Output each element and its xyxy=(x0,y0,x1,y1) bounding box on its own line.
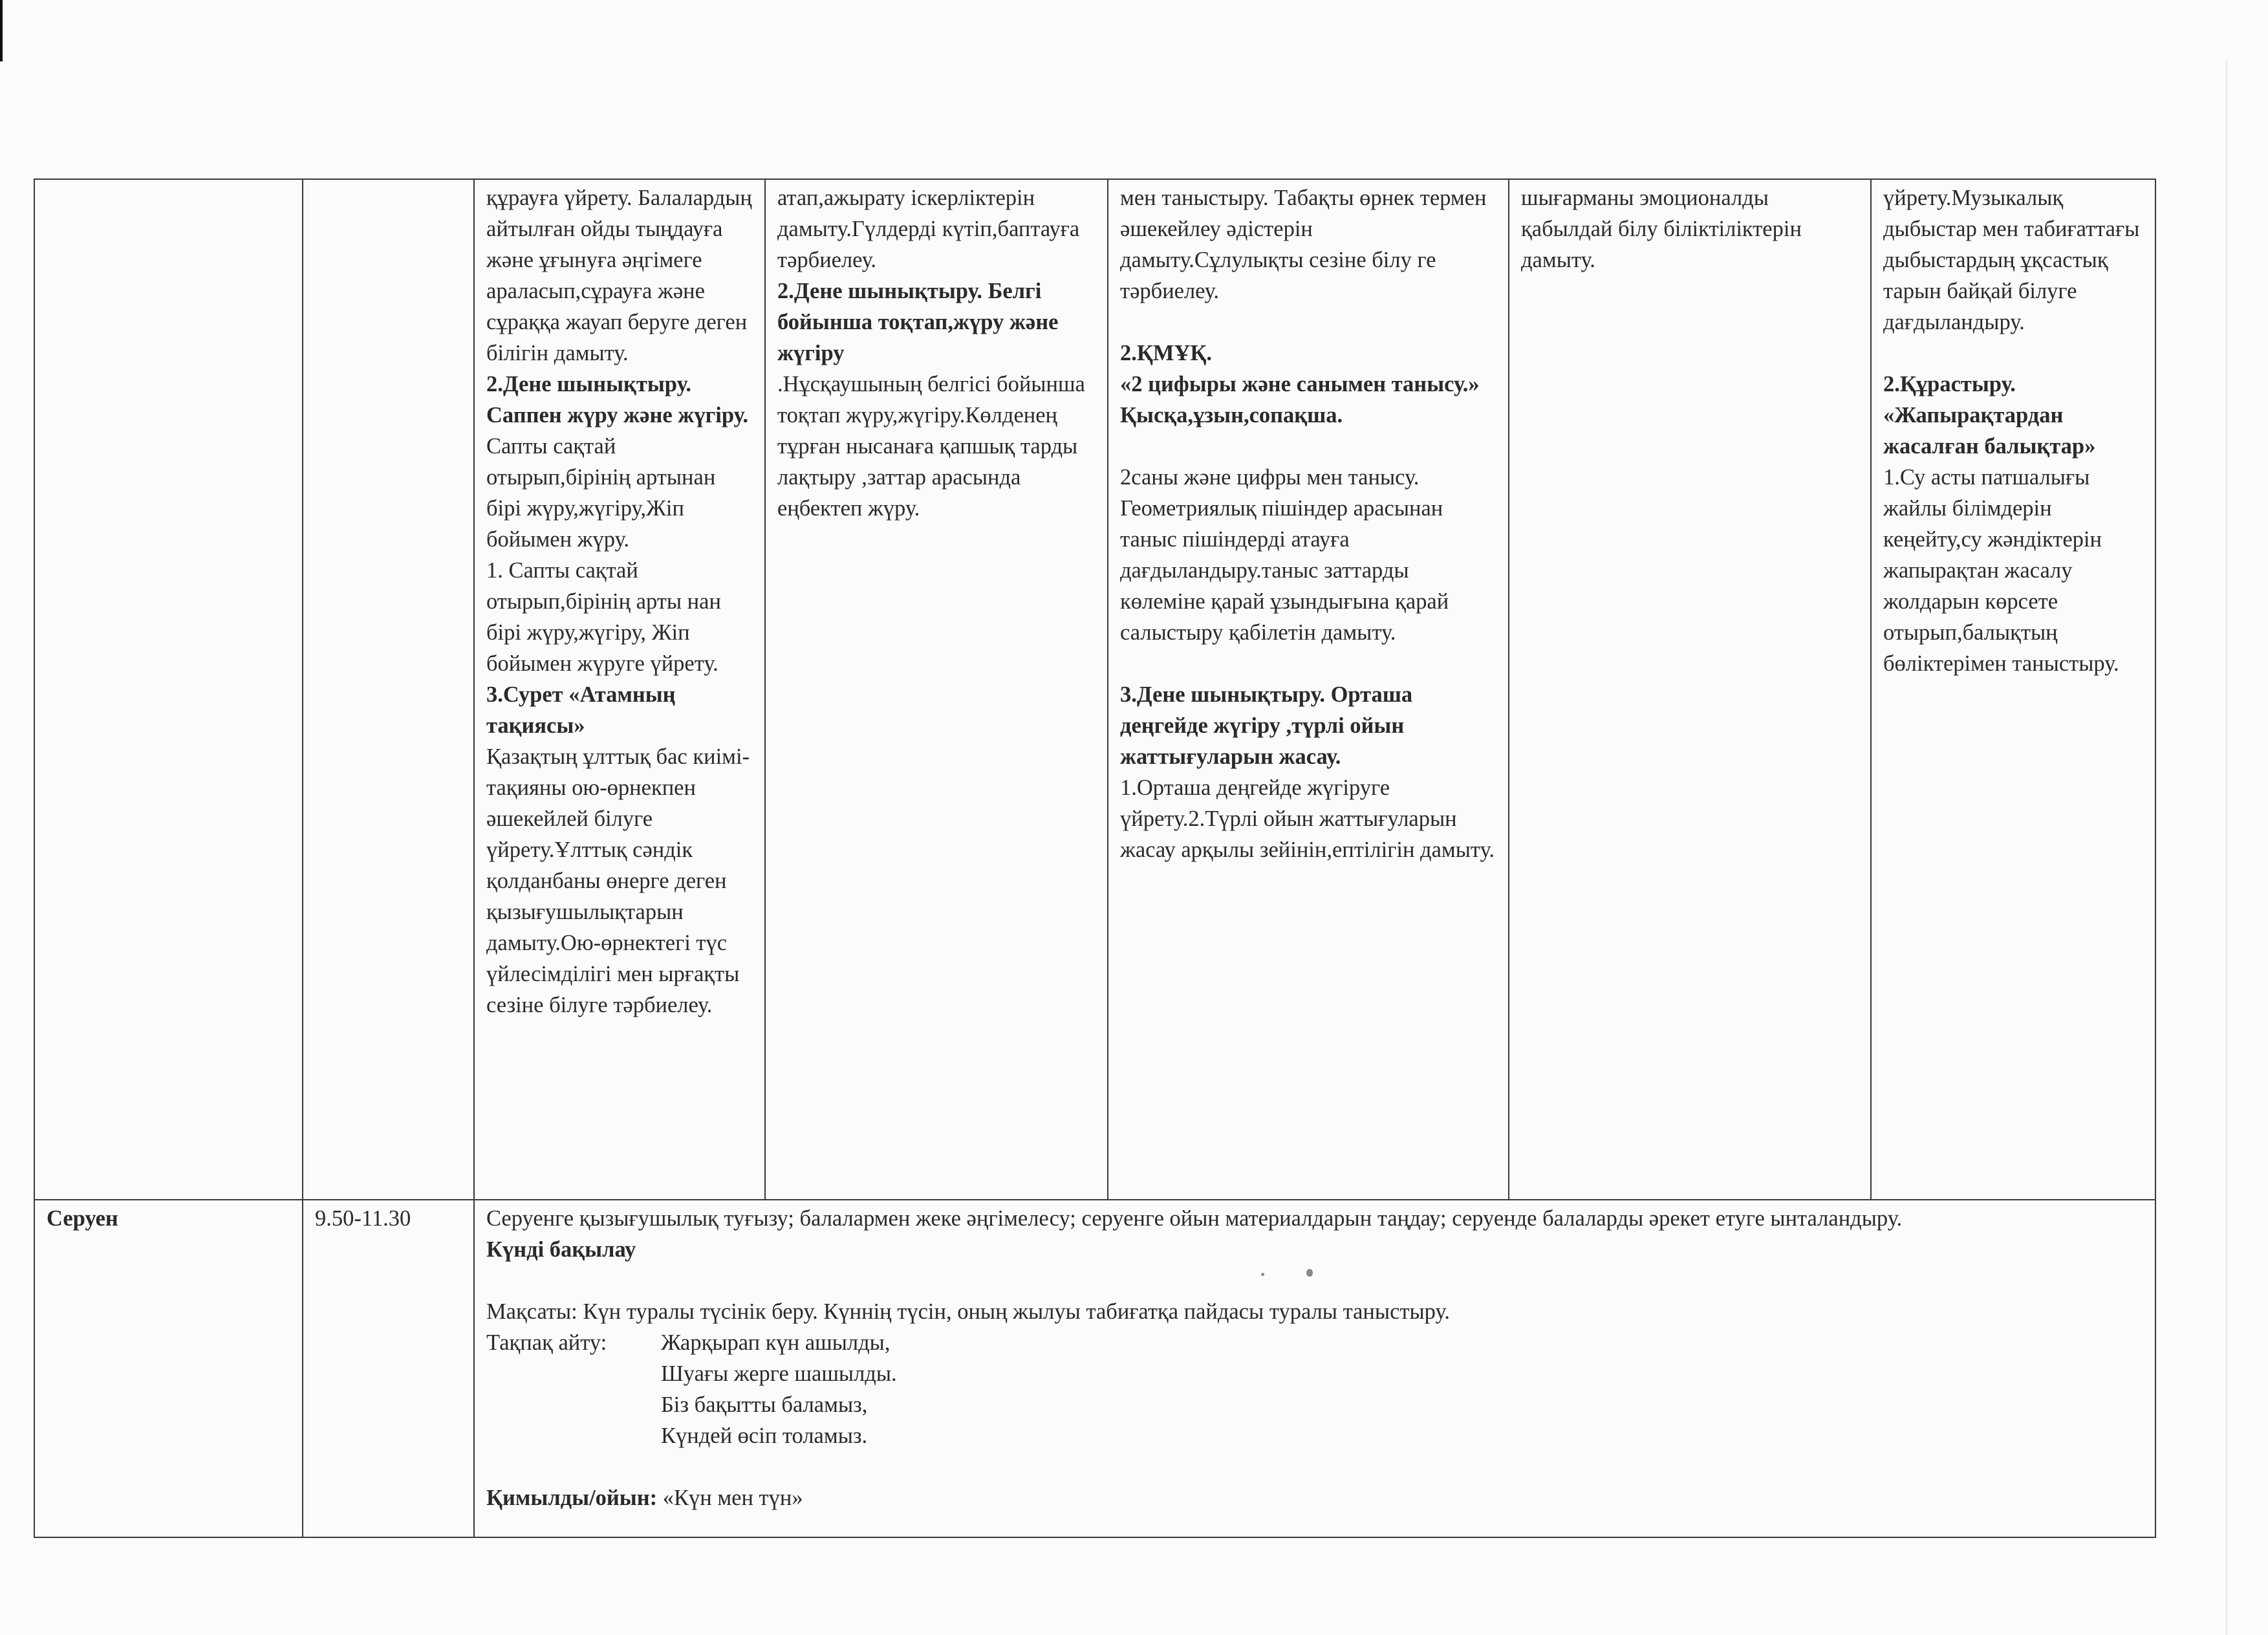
walk-observe-title: Күнді бақылау xyxy=(486,1237,636,1262)
chant-label: Тақпақ айту: xyxy=(486,1330,607,1355)
walk-row-title: Серуен xyxy=(47,1206,118,1231)
game-line xyxy=(486,1482,2146,1513)
lesson-text: 1.Су асты патшалығы жайлы білімдерін кеңейту,су жәндіктерін жапырақтан жасалу жолдарын көрсете отырып,балықтың бөліктерімен таныстыру. xyxy=(1883,465,2119,676)
lessons-row xyxy=(34,179,2155,1200)
lesson-cell-day3 xyxy=(1108,179,1509,1200)
lesson-heading: 2.Дене шынықтыру. Саппен жүру және жүгіру. xyxy=(486,372,748,428)
lesson-heading: Қысқа,ұзын,сопақша. xyxy=(1120,403,1343,428)
time-cell-empty xyxy=(303,179,474,1200)
lesson-cell-day4 xyxy=(1509,179,1871,1200)
lesson-text: атап,ажырату іскерліктерін дамыту.Гүлдерді күтіп,баптауға тәрбиелеу. xyxy=(777,186,1080,272)
walk-time-cell xyxy=(303,1200,474,1537)
scan-edge-mark xyxy=(0,0,3,61)
lesson-heading: 3.Сурет «Атамның тақиясы» xyxy=(486,682,676,738)
walk-row xyxy=(34,1200,2155,1537)
lesson-heading: 2.Дене шынықтыру. Белгі бойынша тоқтап,жүру және жүгіру xyxy=(777,279,1059,365)
game-label: Қимылды/ойын: xyxy=(486,1486,658,1510)
lesson-text: құрауға үйрету. Балалардың айтылған ойды тыңдауға және ұғынуға әңгімеге араласып,сұрауға және сұраққа жауап беруге деген білігін дамыту. xyxy=(486,186,752,365)
chant-line: Жарқырап күн ашылды, xyxy=(661,1330,891,1355)
walk-content-cell xyxy=(474,1200,2155,1537)
walk-intro: Серуенге қызығушылық туғызу; балалармен жеке әңгімелесу; серуенге ойын материалдарын таңдау; серуенде балаларды әрекет етуге ынталандыру. xyxy=(486,1206,1903,1231)
lesson-cell-day5 xyxy=(1871,179,2155,1200)
lesson-plan-table xyxy=(34,179,2156,1538)
lesson-cell-day2 xyxy=(765,179,1108,1200)
chant-block xyxy=(486,1420,2146,1451)
lesson-text: 1. Сапты сақтай отырып,бірінің арты нан бірі жүру,жүгіру, Жіп бойымен жүруге үйрету. xyxy=(486,558,721,676)
row-name-cell-empty xyxy=(34,179,303,1200)
chant-block xyxy=(486,1358,2146,1389)
lesson-heading: 2.Құрастыру. «Жапырақтардан жасалған балықтар» xyxy=(1883,372,2096,459)
lesson-text: мен таныстыру. Табақты өрнек термен әшекейлеу әдістерін дамыту.Сұлулықты сезіне білу ге тәрбиелеу. xyxy=(1120,186,1487,303)
walk-goal: Мақсаты: Күн туралы түсінік беру. Күннің түсін, оның жылуы табиғатқа пайдасы туралы таныстыру. xyxy=(486,1299,1450,1324)
lesson-cell-day1 xyxy=(474,179,765,1200)
lesson-text: шығарманы эмоционалды қабылдай білу біліктіліктерін дамыту. xyxy=(1521,186,1802,272)
lesson-heading: 3.Дене шынықтыру. Орташа деңгейде жүгіру ,түрлі ойын жаттығуларын жасау. xyxy=(1120,682,1413,769)
lesson-text: .Нұсқаушының белгісі бойынша тоқтап жүру,жүгіру.Көлденең тұрған нысанаға қапшық тарды лақтыру ,заттар арасында еңбектеп жүру. xyxy=(777,372,1085,521)
walk-time: 9.50-11.30 xyxy=(315,1206,411,1231)
chant-line: Күндей өсіп толамыз. xyxy=(661,1424,868,1448)
lesson-text: 1.Орташа деңгейде жүгіруге үйрету.2.Түрлі ойын жаттығуларын жасау арқылы зейінін,ептілігін дамыту. xyxy=(1120,775,1495,862)
chant-line: Біз бақытты баламыз, xyxy=(661,1392,868,1417)
chant-line: Шуағы жерге шашылды. xyxy=(661,1361,897,1386)
game-name: «Күн мен түн» xyxy=(662,1486,803,1510)
lesson-heading: 2.ҚМҰҚ. xyxy=(1120,341,1213,365)
walk-name-cell xyxy=(34,1200,303,1537)
lesson-text: Сапты сақтай отырып,бірінің артынан бірі жүру,жүгіру,Жіп бойымен жүру. xyxy=(486,434,716,552)
chant-block xyxy=(486,1389,2146,1420)
lesson-text: үйрету.Музыкалық дыбыстар мен табиғаттағы дыбыстардың ұқсастық тарын байқай білуге дағдыландыру. xyxy=(1883,186,2140,334)
lesson-text: Қазақтың ұлттық бас киімі-тақияны ою-өрнекпен әшекейлей білуге үйрету.Ұлттық сәндік қолданбаны өнерге деген қызығушылықтарын дамыту.Ою-өрнектегі түс үйлесімділігі мен ырғақты сезіне білуге тәрбиелеу. xyxy=(486,744,750,1017)
scan-page-edge xyxy=(2226,61,2227,1635)
lesson-text: 2саны және цифры мен танысу. Геометриялық пішіндер арасынан таныс пішіндерді атауға дағдыландыру.таныс заттарды көлеміне қарай ұзындығына қарай салыстыру қабілетін дамыту. xyxy=(1120,465,1449,645)
chant-block xyxy=(486,1327,2146,1358)
lesson-heading: «2 цифыры және санымен танысу.» xyxy=(1120,372,1480,396)
